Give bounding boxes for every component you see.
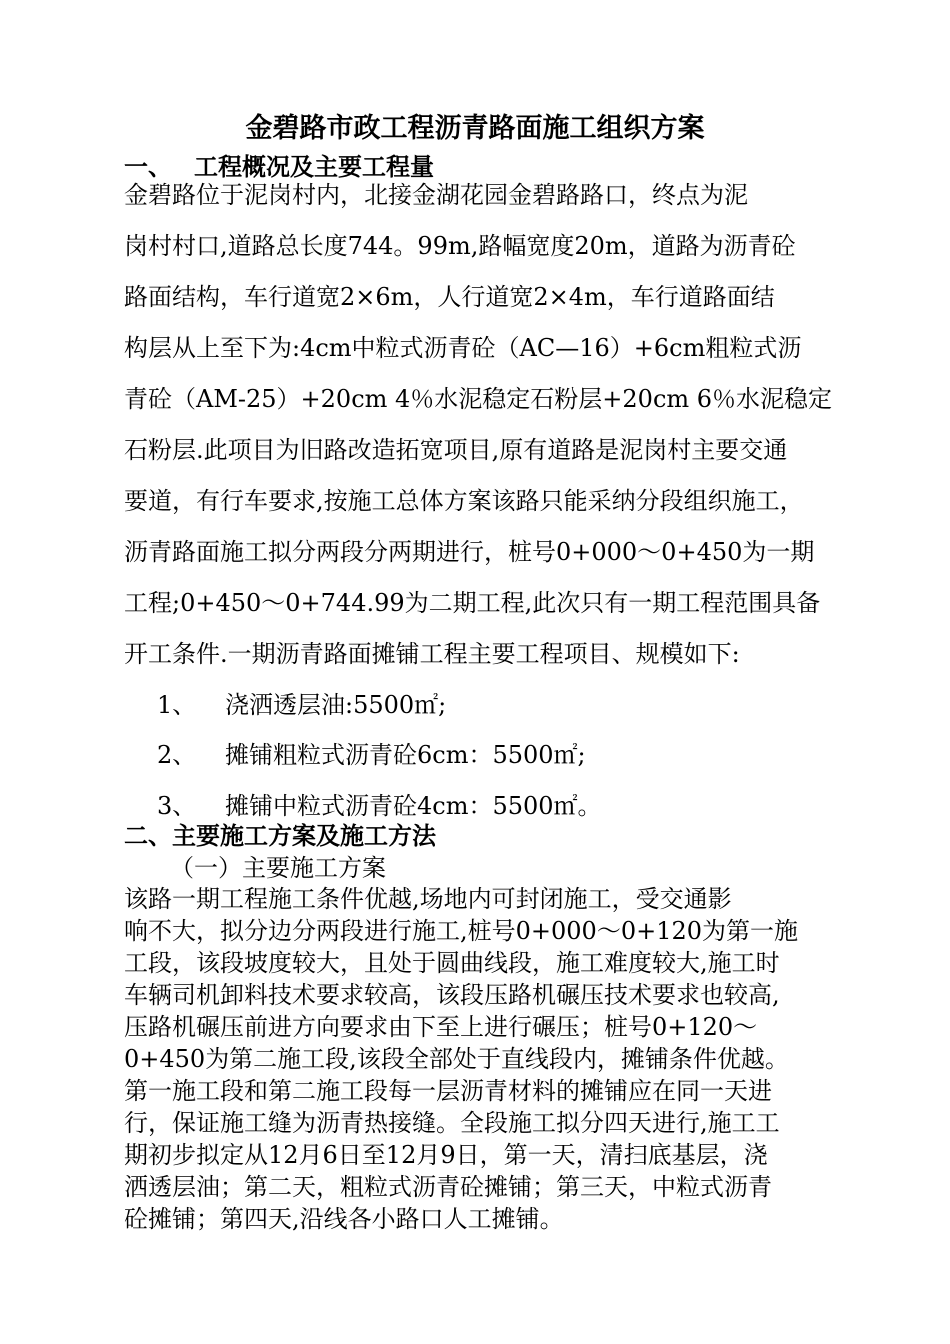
section-1-line: 岗村村口,道路总长度744。99m,路幅宽度20m，道路为沥青砼 [124,232,796,260]
list-item-text: 摊铺粗粒式沥青砼6cm：5500㎡; [225,741,586,769]
section-2-line: 洒透层油；第二天，粗粒式沥青砼摊铺；第三天，中粒式沥青 [124,1173,772,1201]
section-1-line: 金碧路位于泥岗村内，北接金湖花园金碧路路口，终点为泥 [124,181,748,209]
section-1-line: 青砼（AM-25）+20cm 4％水泥稳定石粉层+20cm 6％水泥稳定 [124,385,833,413]
section-2-line: 行，保证施工缝为沥青热接缝。全段施工拟分四天进行,施工工 [124,1109,780,1137]
document-title: 金碧路市政工程沥青路面施工组织方案 [245,113,705,144]
section-1-line: 石粉层.此项目为旧路改造拓宽项目,原有道路是泥岗村主要交通 [124,436,788,464]
section-2-line: 车辆司机卸料技术要求较高，该段压路机碾压技术要求也较高, [124,981,780,1009]
section-2-line: 第一施工段和第二施工段每一层沥青材料的摊铺应在同一天进 [124,1077,772,1105]
section-1-line: 开工条件.一期沥青路面摊铺工程主要工程项目、规模如下: [124,640,740,668]
section-1-line: 构层从上至下为:4cm中粒式沥青砼（AC—16）+6cm粗粒式沥 [124,334,802,362]
list-item-number: 3、 [157,792,197,820]
section-1-line: 沥青路面施工拟分两段分两期进行，桩号0+000～0+450为一期 [124,538,815,566]
section-2-line: 压路机碾压前进方向要求由下至上进行碾压；桩号0+120～ [124,1013,758,1041]
list-item-number: 1、 [157,691,197,719]
section-1-number: 一、 [124,153,172,181]
section-2-line: 砼摊铺；第四天,沿线各小路口人工摊铺。 [124,1205,564,1233]
section-2-line: 工段，该段坡度较大，且处于圆曲线段，施工难度较大,施工时 [124,949,780,977]
list-item-text: 摊铺中粒式沥青砼4cm：5500㎡。 [225,792,602,820]
section-1-line: 要道，有行车要求,按施工总体方案该路只能采纳分段组织施工， [124,487,804,515]
list-item-text: 浇洒透层油:5500㎡; [225,691,447,719]
section-2-subheading: （一）主要施工方案 [170,854,386,882]
list-item-number: 2、 [157,741,197,769]
section-2-line: 响不大，拟分边分两段进行施工,桩号0+000～0+120为第一施 [124,917,799,945]
section-1-line: 路面结构，车行道宽2×6m，人行道宽2×4m，车行道路面结 [124,283,775,311]
section-1-heading-text: 工程概况及主要工程量 [194,153,434,181]
section-2-line: 该路一期工程施工条件优越,场地内可封闭施工，受交通影 [124,885,732,913]
section-2-heading: 二、主要施工方案及施工方法 [124,822,436,850]
section-2-line: 期初步拟定从12月6日至12月9日，第一天，清扫底基层，浇 [124,1141,768,1169]
section-2-line: 0+450为第二施工段,该段全部处于直线段内，摊铺条件优越。 [124,1045,789,1073]
section-1-line: 工程;0+450～0+744.99为二期工程,此次只有一期工程范围具备 [124,589,821,617]
